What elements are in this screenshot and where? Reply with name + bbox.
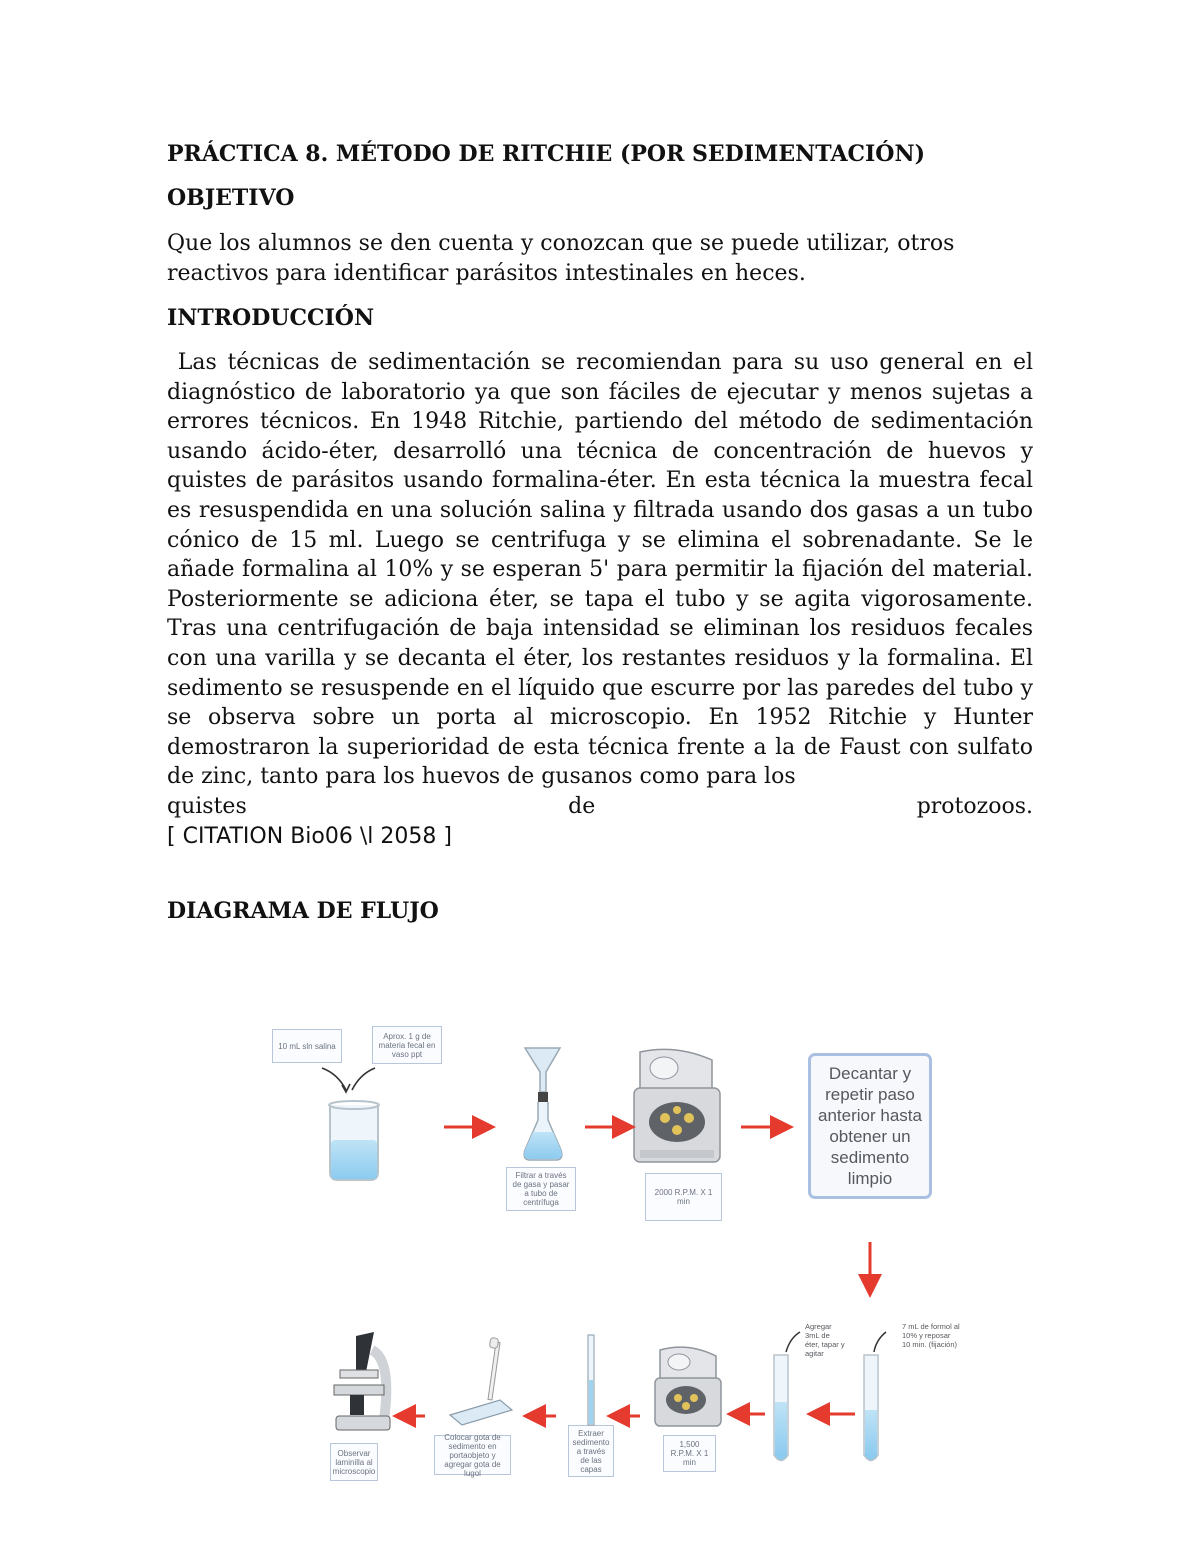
note-observe: Observar laminilla al microscopio (330, 1443, 378, 1481)
objective-paragraph: Que los alumnos se den cuenta y conozcan que se puede utilizar, otros reactivos para identificar parásitos intestinales en heces. (167, 231, 955, 286)
slide-swab-icon (450, 1337, 512, 1425)
citation-field: [ CITATION Bio06 \l 2058 ] (167, 823, 452, 849)
note-filter: Filtrar a través de gasa y pasar a tubo de centrífuga (506, 1167, 576, 1211)
introduction-last-line: quistes de protozoos. (167, 793, 1033, 819)
note-extract: Extraer sedimento a través de las capas (568, 1425, 614, 1477)
note-saline: 10 mL sln salina (272, 1029, 342, 1063)
test-tube-icon (864, 1332, 886, 1461)
note-decant: Decantar y repetir paso anterior hasta obtener un sedimento limpio (808, 1053, 932, 1199)
objective-heading: OBJETIVO (167, 185, 295, 211)
centrifuge-icon (634, 1049, 720, 1162)
microscope-icon (334, 1332, 390, 1430)
test-tube-icon (774, 1332, 800, 1461)
note-formol: 7 mL de formol al 10% y reposar 10 min. (fijación) (902, 1322, 960, 1349)
note-slide: Colocar gota de sedimento en portaobjeto y agregar gota de lugol (434, 1435, 511, 1475)
introduction-heading: INTRODUCCIÓN (167, 305, 375, 331)
pointer-arrows-icon (322, 1068, 375, 1092)
flowchart-heading: DIAGRAMA DE FLUJO (167, 898, 439, 924)
pipette-icon (588, 1335, 594, 1425)
beaker-icon (329, 1101, 379, 1180)
note-centrifuge-1: 2000 R.P.M. X 1 min (645, 1173, 722, 1221)
introduction-paragraph: Las técnicas de sedimentación se recomiendan para su uso general en el diagnóstico de laboratorio ya que son fáciles de ejecutar y menos sujetas a errores técnicos. En 1948 Ritchie, partiendo del método de sedimentación usando ácido-éter, desarrolló una técnica de concentración de huevos y quistes de parásitos usando formalina-éter. En esta técnica la muestra fecal es resuspendida en una solución salina y filtrada usando dos gasas a un tubo cónico de 15 ml. Luego se centrifuga y se elimina el sobrenadante. Se le añade formalina al 10% y se esperan 5' para permitir la fijación del material. Posteriormente se adiciona éter, se tapa el tubo y se agita vigorosamente. Tras una centrifugación de baja intensidad se eliminan los residuos fecales con una varilla y se decanta el éter, los restantes residuos y la formalina. El sedimento se resuspende en el líquido que escurre por las paredes del tubo y se observa sobre un porta al microscopio. En 1952 Ritchie y Hunter demostraron la superioridad de esta técnica frente a la de Faust con sulfato de zinc, tanto para los huevos de gusanos como para los (167, 350, 1040, 790)
note-sample: Aprox. 1 g de materia fecal en vaso ppt (372, 1026, 442, 1064)
practice-title: PRÁCTICA 8. MÉTODO DE RITCHIE (POR SEDIMENTACIÓN) (167, 141, 925, 167)
note-ether: Agregar 3mL de éter, tapar y agitar (805, 1322, 845, 1358)
centrifuge-icon (655, 1347, 721, 1426)
note-centrifuge-2: 1,500 R.P.M. X 1 min (663, 1435, 716, 1472)
funnel-flask-icon (524, 1048, 562, 1160)
